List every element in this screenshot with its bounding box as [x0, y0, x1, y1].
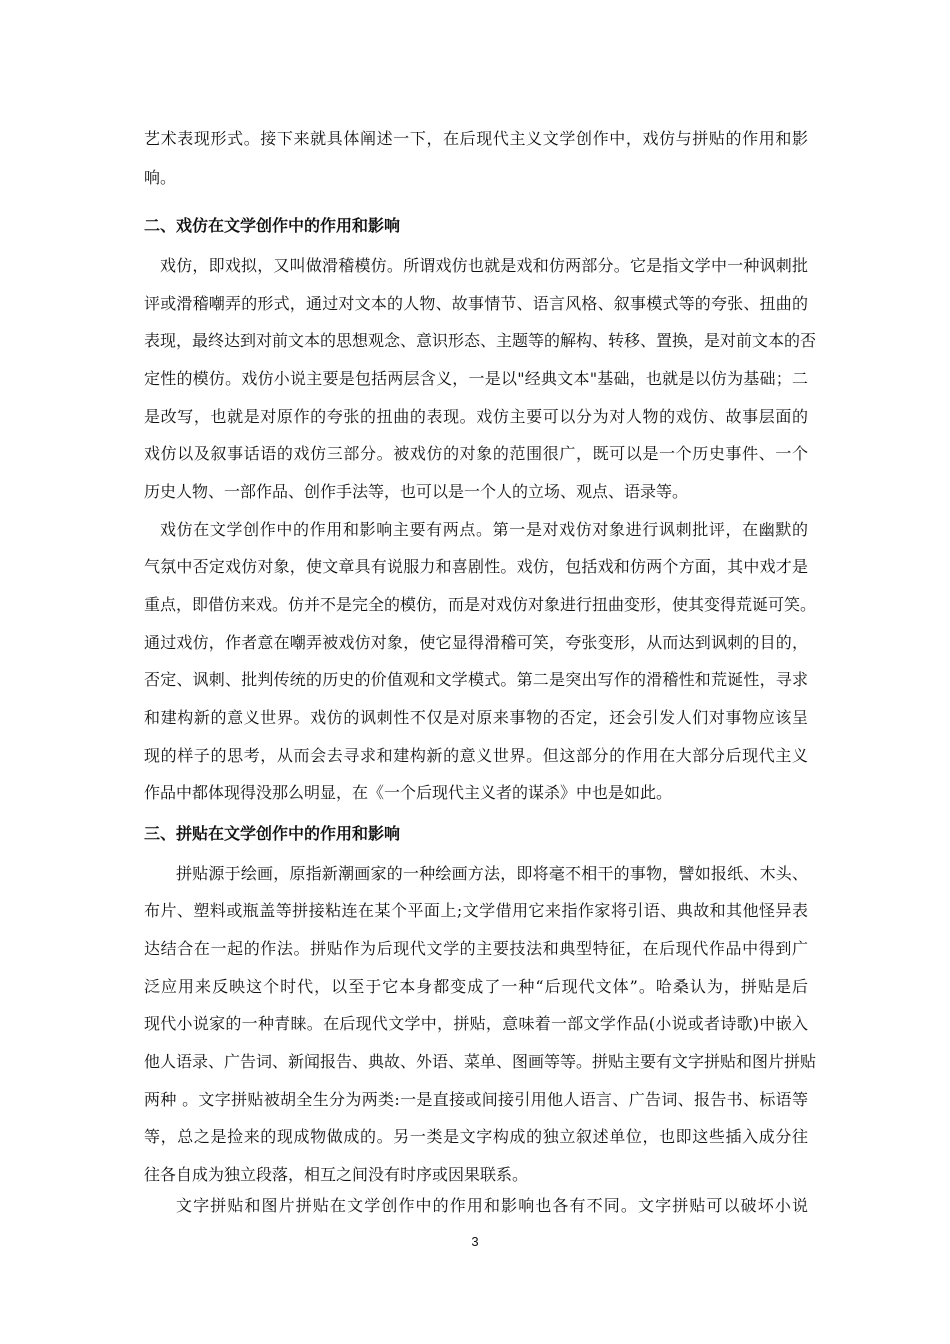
s2-p1-line-5: 是改写，也就是对原作的夸张的扭曲的表现。戏仿主要可以分为对人物的戏仿、故事层面的 [144, 407, 808, 426]
s2-p1-line-7: 历史人物、一部作品、创作手法等，也可以是一个人的立场、观点、语录等。 [144, 482, 689, 501]
s3-p1-line-5: 现代小说家的一种青睐。在后现代文学中，拼贴，意味着一部文学作品(小说或者诗歌)中嵌入 [144, 1014, 808, 1033]
s3-p1-line-7: 两种 。文字拼贴被胡全生分为两类:一是直接或间接引用他人语言、广告词、报告书、标语等 [144, 1090, 808, 1109]
s3-p1-line-6: 他人语录、广告词、新闻报告、典故、外语、菜单、图画等等。拼贴主要有文字拼贴和图片拼贴 [144, 1052, 817, 1071]
s2-p2-line-3: 重点，即借仿来戏。仿并不是完全的模仿，而是对戏仿对象进行扭曲变形，使其变得荒诞可笑。 [144, 595, 817, 614]
s2-p1-line-4: 定性的模仿。戏仿小说主要是包括两层含义，一是以"经典文本"基础，也就是以仿为基础；二 [144, 369, 808, 388]
s2-p2-line-7: 现的样子的思考，从而会去寻求和建构新的意义世界。但这部分的作用在大部分后现代主义 [144, 746, 808, 765]
s3-p1-line-3: 达结合在一起的作法。拼贴作为后现代文学的主要技法和典型特征，在后现代作品中得到广 [144, 939, 808, 958]
s2-p1-line-3: 表现，最终达到对前文本的思想观念、意识形态、主题等的解构、转移、置换，是对前文本的否 [144, 331, 817, 350]
s3-p1-line-2: 布片、塑料或瓶盖等拼接粘连在某个平面上;文学借用它来指作家将引语、典故和其他怪异表 [144, 901, 808, 920]
intro-line-2: 响。 [144, 168, 177, 187]
s2-p1-line-2: 评或滑稽嘲弄的形式，通过对文本的人物、故事情节、语言风格、叙事模式等的夸张、扭曲的 [144, 294, 808, 313]
s2-p1-line-1: 戏仿，即戏拟，又叫做滑稽模仿。所谓戏仿也就是戏和仿两部分。它是指文学中一种讽刺批 [160, 256, 808, 275]
s2-p2-line-6: 和建构新的意义世界。戏仿的讽刺性不仅是对原来事物的否定，还会引发人们对事物应该呈 [144, 708, 808, 727]
s2-p2-line-5: 否定、讽刺、批判传统的历史的价值观和文学模式。第二是突出写作的滑稽性和荒诞性，寻求 [144, 670, 808, 689]
s2-p2-line-8: 作品中都体现得没那么明显，在《一个后现代主义者的谋杀》中也是如此。 [144, 783, 673, 802]
s3-p2-line-1: 文字拼贴和图片拼贴在文学创作中的作用和影响也各有不同。文字拼贴可以破坏小说 [176, 1196, 808, 1215]
s2-p2-line-2: 气氛中否定戏仿对象，使文章具有说服力和喜剧性。戏仿，包括戏和仿两个方面，其中戏才是 [144, 557, 808, 576]
page-number: 3 [471, 1234, 479, 1249]
intro-line-1: 艺术表现形式。接下来就具体阐述一下，在后现代主义文学创作中，戏仿与拼贴的作用和影 [144, 129, 808, 148]
section-2-heading: 二、戏仿在文学创作中的作用和影响 [144, 216, 401, 235]
s3-p1-line-9: 往各自成为独立段落，相互之间没有时序或因果联系。 [144, 1165, 529, 1184]
s2-p1-line-6: 戏仿以及叙事话语的戏仿三部分。被戏仿的对象的范围很广，既可以是一个历史事件、一个 [144, 444, 808, 463]
s2-p2-line-4: 通过戏仿，作者意在嘲弄被戏仿对象，使它显得滑稽可笑，夸张变形，从而达到讽刺的目的， [144, 633, 808, 652]
s2-p2-line-1: 戏仿在文学创作中的作用和影响主要有两点。第一是对戏仿对象进行讽刺批评，在幽默的 [160, 520, 808, 539]
s3-p1-line-1: 拼贴源于绘画，原指新潮画家的一种绘画方法，即将毫不相干的事物，譬如报纸、木头、 [176, 864, 808, 883]
s3-p1-line-4: 泛应用来反映这个时代，以至于它本身都变成了一种“后现代文体”。哈桑认为，拼贴是后 [144, 977, 808, 996]
section-3-heading: 三、拼贴在文学创作中的作用和影响 [144, 824, 401, 843]
s3-p1-line-8: 等，总之是捡来的现成物做成的。另一类是文字构成的独立叙述单位，也即这些插入成分往 [144, 1127, 808, 1146]
